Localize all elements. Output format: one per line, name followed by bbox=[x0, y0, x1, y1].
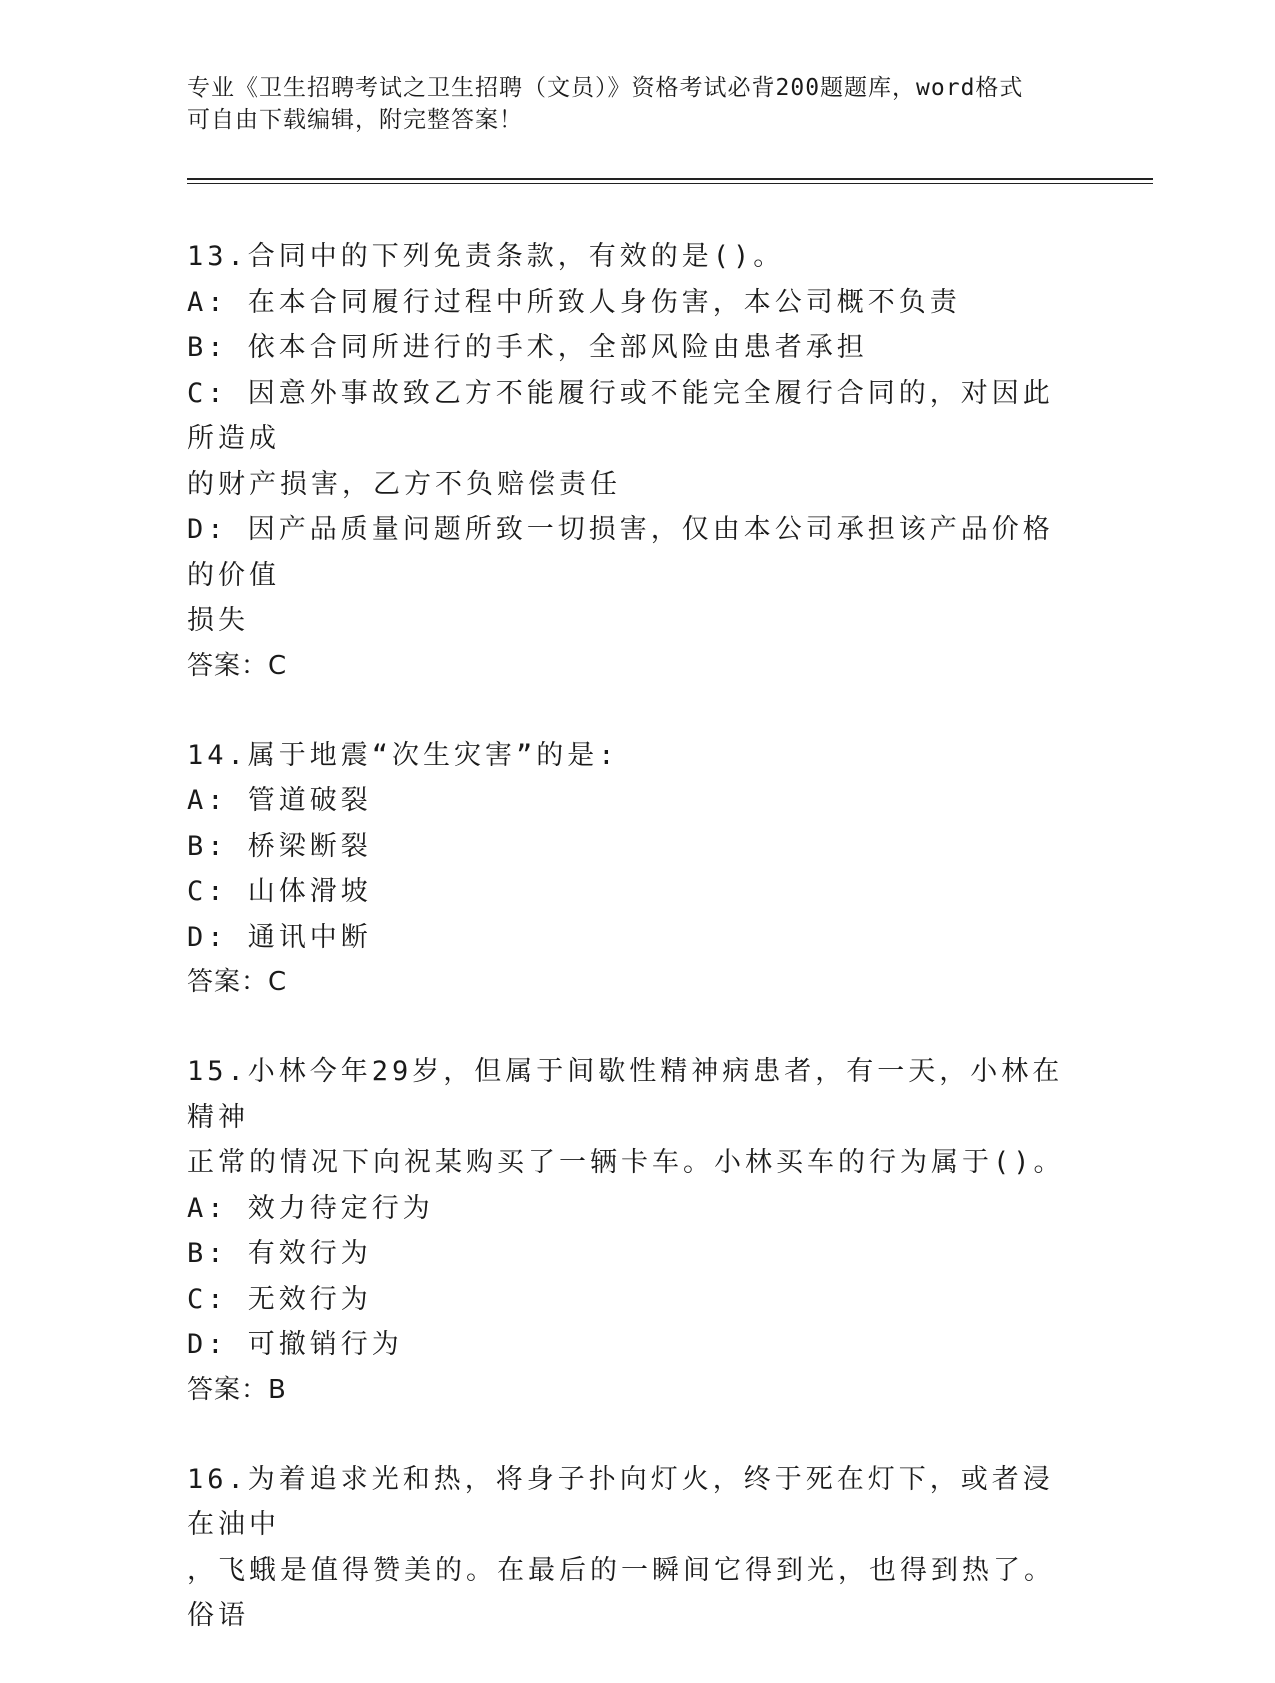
question-stem: 14.属于地震“次生灾害”的是: bbox=[187, 739, 619, 771]
question-stem-continued: 正常的情况下向祝某购买了一辆卡车。小林买车的行为属于()。 bbox=[187, 1147, 1065, 1178]
question-list bbox=[187, 234, 1077, 1683]
option-d-continued: 损失 bbox=[187, 605, 249, 636]
question-15 bbox=[187, 1049, 1077, 1413]
option-a: A: 效力待定行为 bbox=[187, 1192, 434, 1224]
question-stem: 13.合同中的下列免责条款，有效的是()。 bbox=[187, 241, 785, 272]
question-stem: 15.小林今年29岁，但属于间歇性精神病患者，有一天，小林在精神 bbox=[187, 1056, 1064, 1133]
question-13 bbox=[187, 234, 1077, 689]
option-c: C: 山体滑坡 bbox=[187, 876, 372, 907]
option-b: B: 有效行为 bbox=[187, 1238, 372, 1269]
option-b: B: 桥梁断裂 bbox=[187, 830, 372, 862]
question-14 bbox=[187, 733, 1077, 1006]
option-c: C: 因意外事故致乙方不能履行或不能完全履行合同的，对因此所造成 bbox=[187, 377, 1054, 454]
header-line: 专业《卫生招聘考试之卫生招聘（文员）》资格考试必背200题题库，word格式 bbox=[187, 75, 1024, 101]
header-divider-thick bbox=[187, 178, 1153, 180]
option-b: B: 依本合同所进行的手术，全部风险由患者承担 bbox=[187, 332, 868, 363]
option-a: A: 在本合同履行过程中所致人身伤害，本公司概不负责 bbox=[187, 286, 961, 318]
option-d: D: 因产品质量问题所致一切损害，仅由本公司承担该产品价格的价值 bbox=[187, 514, 1054, 591]
question-stem-continued: ，飞蛾是值得赞美的。在最后的一瞬间它得到光，也得到热了。俗语 bbox=[187, 1554, 1055, 1631]
option-a: A: 管道破裂 bbox=[187, 785, 372, 816]
answer-line: 答案：C bbox=[187, 967, 288, 997]
question-stem: 16.为着追求光和热，将身子扑向灯火，终于死在灯下，或者浸在油中 bbox=[187, 1463, 1054, 1540]
question-16 bbox=[187, 1457, 1077, 1639]
option-c: C: 无效行为 bbox=[187, 1283, 372, 1315]
answer-line: 答案：B bbox=[187, 1374, 287, 1405]
option-c-continued: 的财产损害，乙方不负赔偿责任 bbox=[187, 468, 621, 500]
header-line: 可自由下载编辑，附完整答案！ bbox=[187, 107, 523, 133]
answer-line: 答案：C bbox=[187, 650, 288, 681]
document-header bbox=[187, 72, 1067, 136]
header-divider-thin bbox=[187, 183, 1153, 184]
option-d: D: 可撤销行为 bbox=[187, 1329, 403, 1360]
option-d: D: 通讯中断 bbox=[187, 921, 372, 953]
